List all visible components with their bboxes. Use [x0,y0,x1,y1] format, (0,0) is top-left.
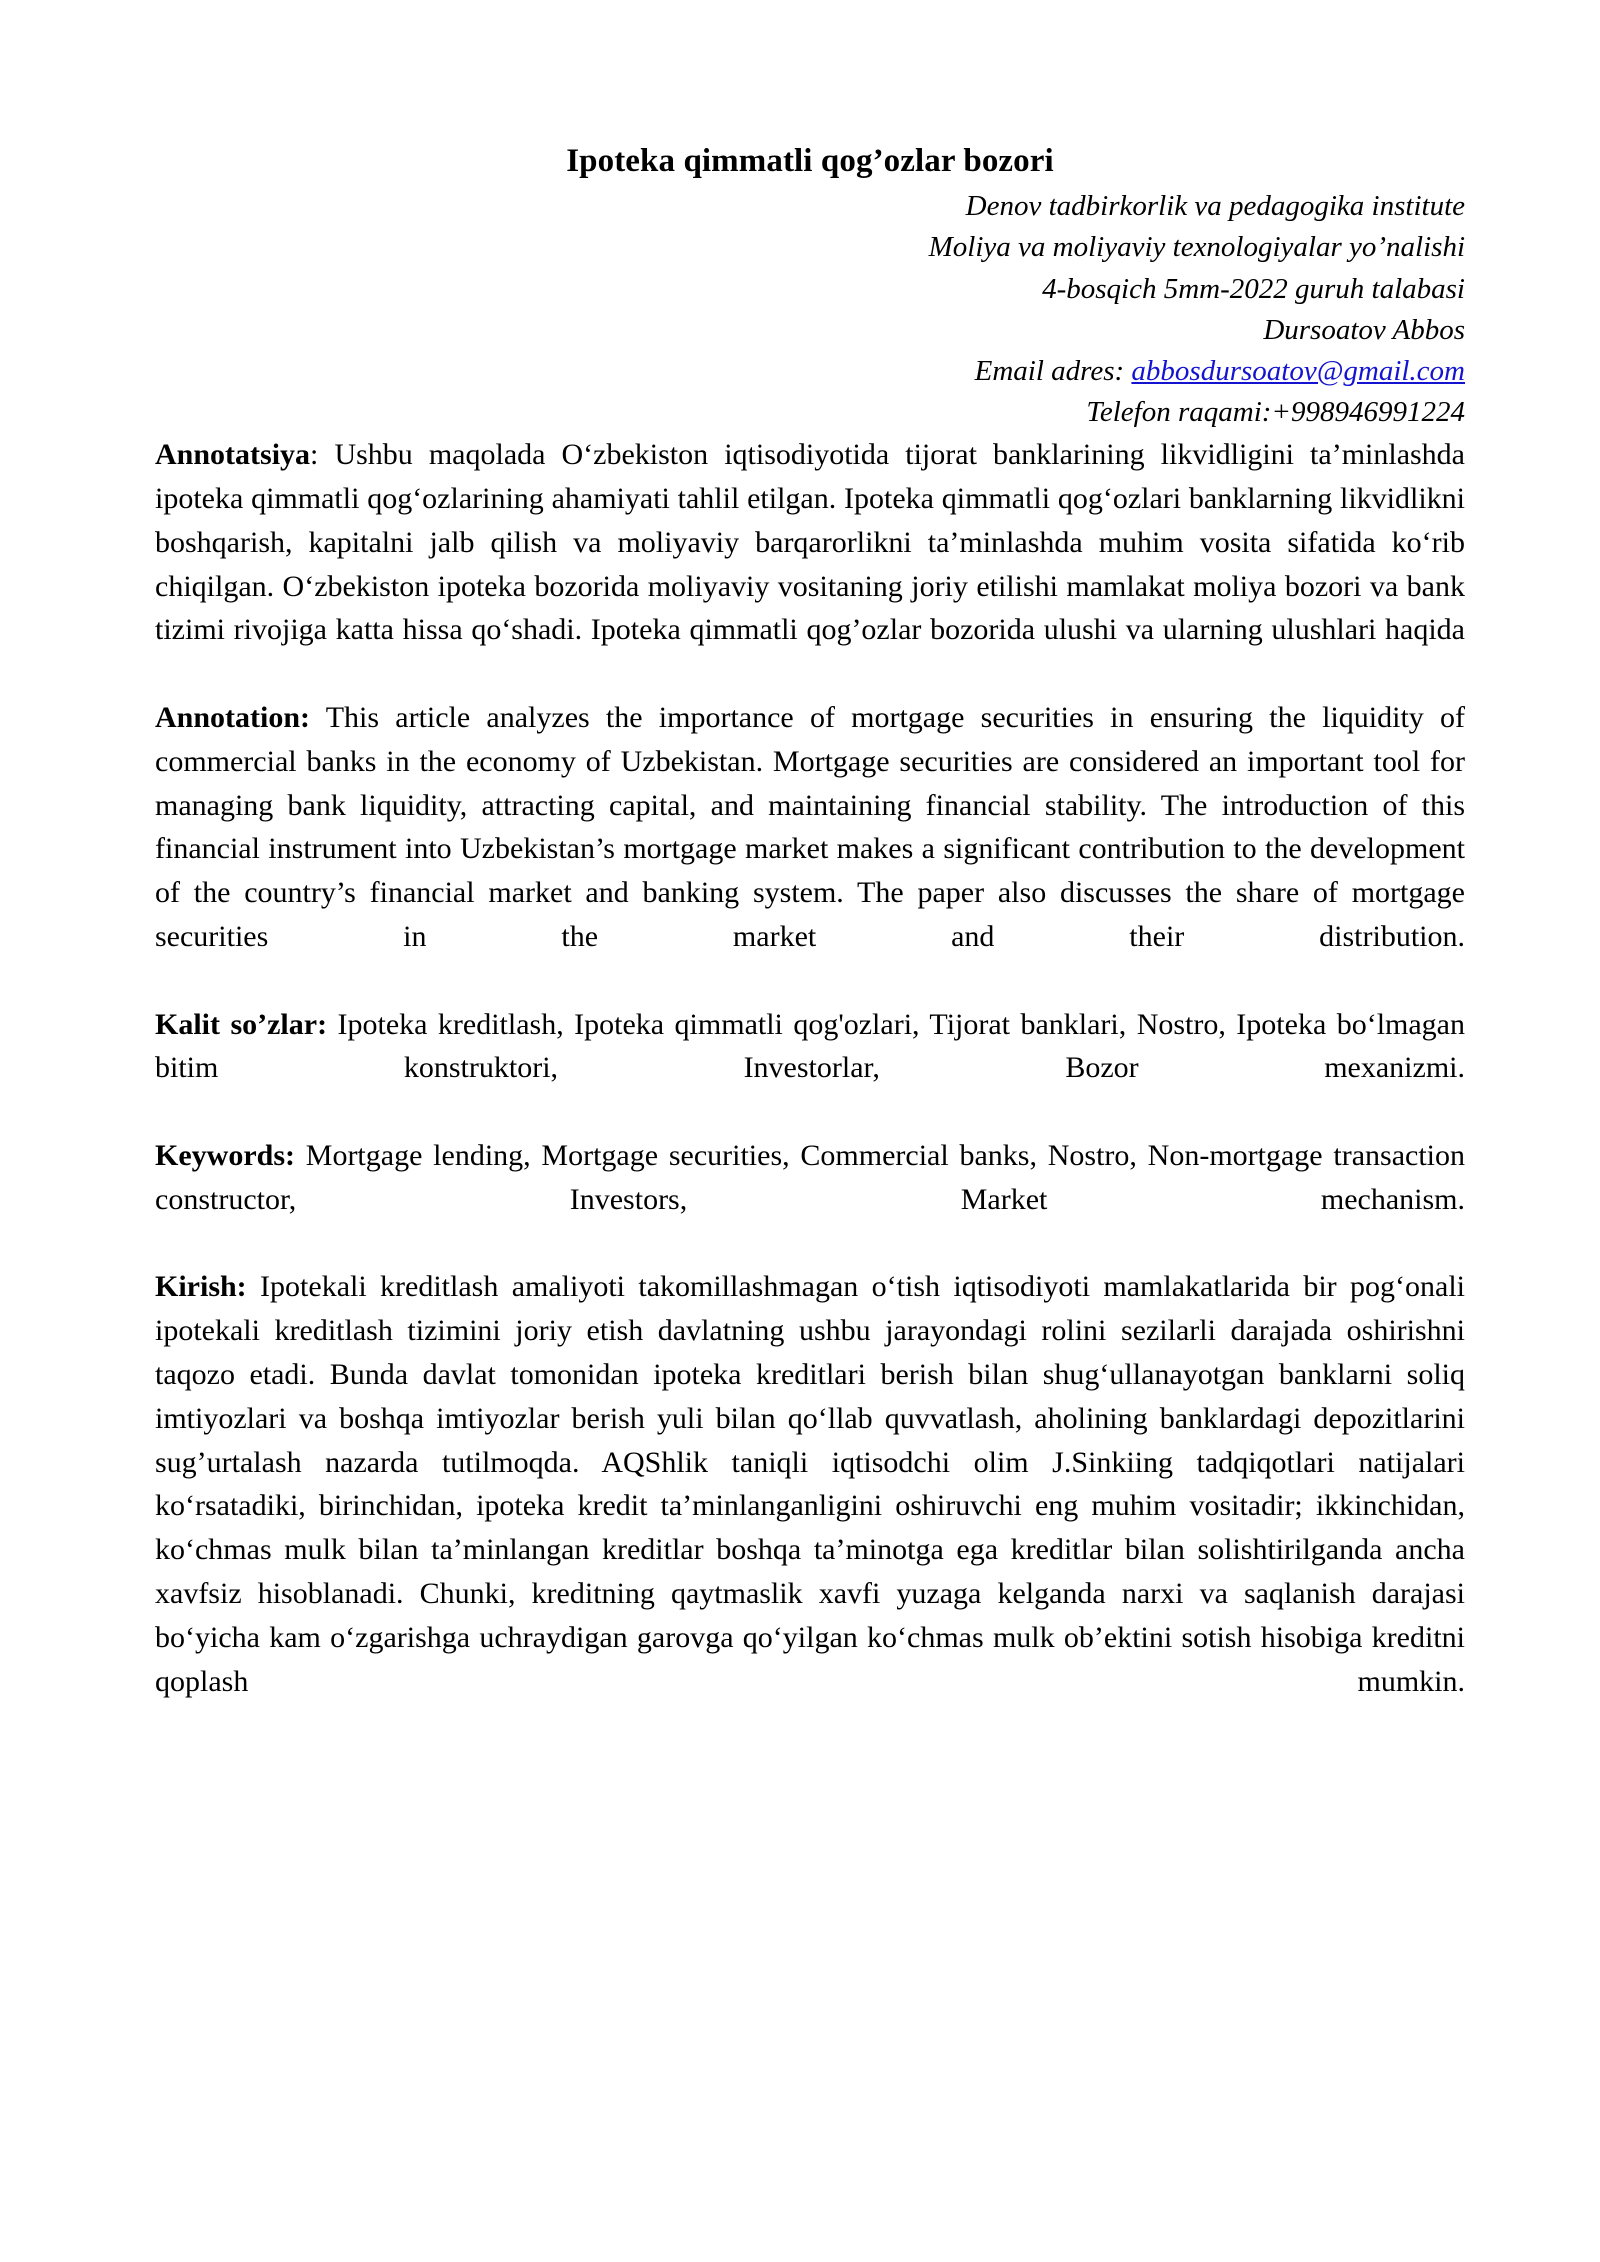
kalit-sozlar-label: Kalit so’zlar: [155,1007,328,1041]
keywords-text: Mortgage lending, Mortgage securities, Commercial banks, Nostro, Non-mortgage transaction constructor, Investors, Market mechanism. [155,1139,1466,1216]
email-label: Email adres: [974,354,1132,387]
annotation-separator [310,701,326,734]
kirish-separator [247,1270,260,1303]
paragraph-kirish [155,1265,1465,1747]
author-phone: Telefon raqami:+998946991224 [1086,396,1465,429]
document-content [155,140,1465,1747]
paragraph-keywords [155,1134,1465,1265]
author-affiliation-block [155,186,1465,433]
kalit-sozlar-text: Ipoteka kreditlash, Ipoteka qimmatli qog'ozlari, Tijorat banklari, Nostro, Ipoteka bo‘lmagan bitim konstruktori, Investorlar, Bozor mexanizmi. [155,1007,1465,1085]
keywords-separator [295,1139,306,1172]
affiliation-group: 4-bosqich 5mm-2022 guruh talabasi [1042,272,1465,305]
paragraph-kalit-sozlar [155,1003,1465,1134]
annotation-text: This article analyzes the importance of mortgage securities in ensuring the liquidity of commercial banks in the economy of Uzbekistan. Mortgage securities are considered an important tool for managing bank liquidity, attracting capital, and maintaining financial stability. The introduction of this financial instrument into Uzbekistan’s mortgage market makes a significant contribution to the development of the country’s financial market and banking system. The paper also discusses the share of mortgage securities in the market and their distribution. [155,701,1465,954]
page-title: Ipoteka qimmatli qog’ozlar bozori [566,143,1054,179]
annotation-label: Annotation: [155,701,311,735]
annotatsiya-separator: : [310,438,335,472]
kalit-sozlar-separator [327,1008,337,1041]
kirish-label: Kirish: [155,1270,247,1304]
annotatsiya-text: Ushbu maqolada O‘zbekiston iqtisodiyotida tijorat banklarining likvidligini ta’minlashda ipoteka qimmatli qog‘ozlarining ahamiyati tahlil etilgan. Ipoteka qimmatli qog‘ozlari banklarning likvidlikni boshqarish, kapitalni jalb qilish va moliyaviy barqarorlikni ta’minlashda muhim vosita sifatida ko‘rib chiqilgan. O‘zbekiston ipoteka bozorida moliyaviy vositaning joriy etilishi mamlakat moliya bozori va bank tizimi rivojiga katta hissa qo‘shadi. Ipoteka qimmatli qog’ozlar bozorida ulushi va ularning ulushlari haqida [155,438,1466,647]
author-email-line [155,351,1465,392]
paragraph-annotation [155,696,1465,1003]
affiliation-department: Moliya va moliyaviy texnologiyalar yo’nalishi [928,231,1465,264]
annotatsiya-label: Annotatsiya [155,438,311,472]
keywords-label: Keywords: [155,1139,295,1173]
affiliation-institute: Denov tadbirkorlik va pedagogika institute [965,190,1465,223]
paragraph-annotatsiya [155,433,1465,696]
author-email-link[interactable]: abbosdursoatov@gmail.com [1131,354,1465,387]
author-name: Dursoatov Abbos [1263,313,1465,346]
kirish-text: Ipotekali kreditlash amaliyoti takomillashmagan o‘tish iqtisodiyoti mamlakatlarida bir pog‘onali ipotekali kreditlash tizimini joriy etish davlatning ushbu jarayondagi rolini sezilarli darajada oshirishni taqozo etadi. Bunda davlat tomonidan ipoteka kreditlari berish bilan shug‘ullanayotgan banklarni soliq imtiyozlari va boshqa imtiyozlar berish yuli bilan qo‘llab quvvatlash, aholining banklardagi depozitlarini sug’urtalash nazarda tutilmoqda. AQShlik taniqli iqtisodchi olim J.Sinkiing tadqiqotlari natijalari ko‘rsatadiki, birinchidan, ipoteka kredit ta’minlanganligini oshiruvchi eng muhim vositadir; ikkinchidan, ko‘chmas mulk bilan ta’minlangan kreditlar boshqa ta’minotga ega kreditlar bilan solishtirilganda ancha xavfsiz hisoblanadi. Chunki, kreditning qaytmaslik xavfi yuzaga kelganda narxi va saqlanish darajasi bo‘yicha kam o‘zgarishga uchraydigan garovga qo‘yilgan ko‘chmas mulk ob’ektini sotish hisobiga kreditni qoplash mumkin. [155,1270,1466,1698]
